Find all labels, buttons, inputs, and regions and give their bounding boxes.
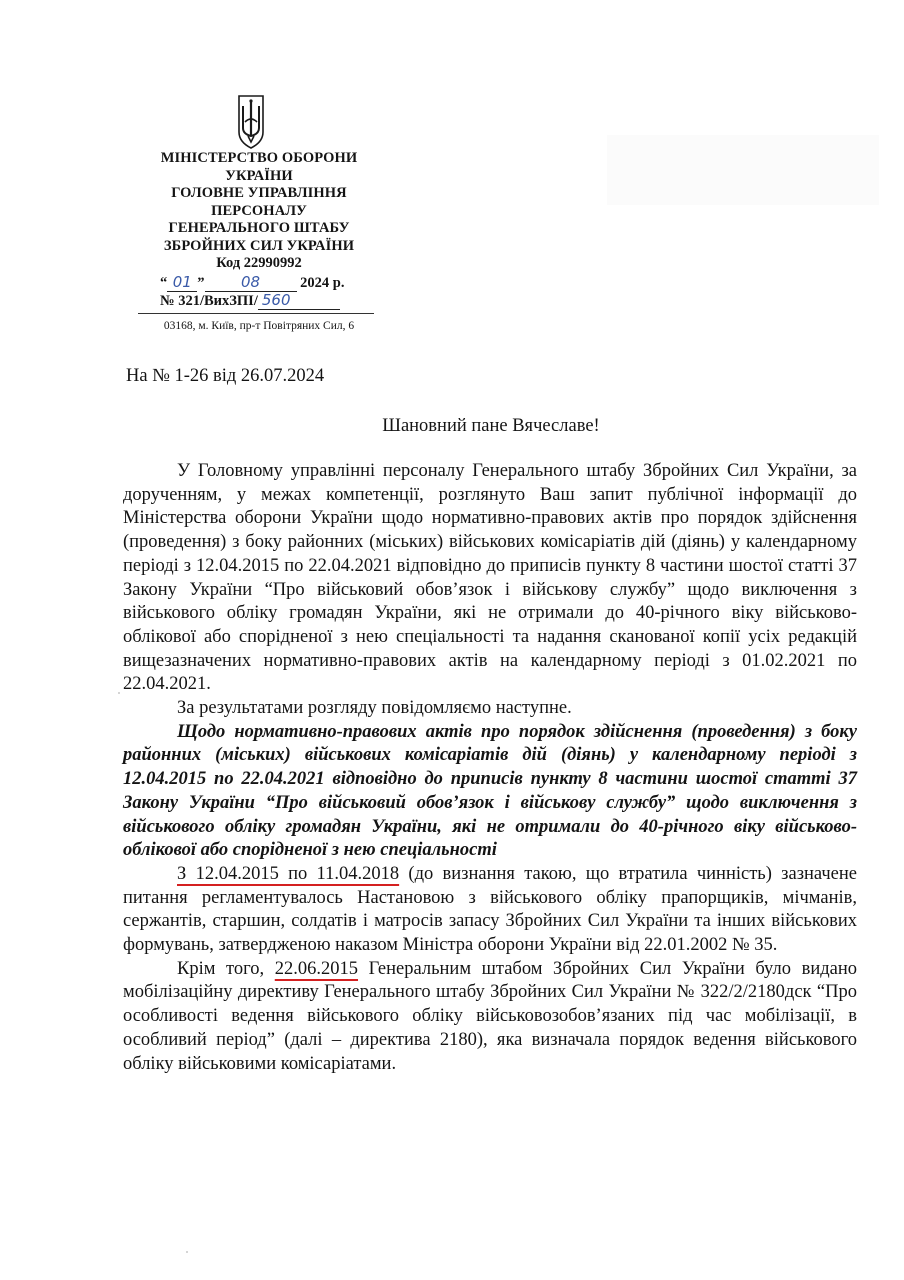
outgoing-number (160, 291, 340, 310)
org-address: 03168, м. Київ, пр-т Повітряних Сил, 6 (163, 320, 355, 332)
paragraph: За результатами розгляду повідомляємо наступне. (177, 698, 572, 719)
org-line: ГОЛОВНЕ УПРАВЛІННЯ (171, 185, 347, 202)
redacted-recipient-area (607, 135, 879, 205)
greeting: Шановний пане Вячеславе! (382, 416, 600, 436)
org-line: УКРАЇНИ (225, 167, 293, 184)
letter-body (123, 460, 857, 1076)
org-code: Код 22990992 (216, 255, 302, 271)
date-year: 2024 р. (300, 275, 345, 291)
scan-speck (118, 692, 120, 694)
paragraph (123, 863, 857, 958)
outgoing-date (160, 273, 344, 292)
date-close-quote: ” (197, 275, 205, 291)
number-handwritten: 560 (258, 291, 340, 310)
date-day-handwritten: 01 (167, 273, 197, 292)
org-line: МІНІСТЕРСТВО ОБОРОНИ (160, 150, 358, 166)
scan-speck (186, 1251, 188, 1253)
org-line: ПЕРСОНАЛУ (211, 202, 307, 219)
reference-line: На № 1-26 від 26.07.2024 (126, 366, 325, 386)
date-month-handwritten: 08 (205, 273, 297, 292)
underlined-date: 22.06.2015 (274, 958, 359, 979)
number-prefix: № 321/ВихЗПІ/ (160, 293, 258, 309)
trident-icon (231, 92, 271, 150)
paragraph (123, 958, 857, 1077)
date-open-quote: “ (160, 275, 168, 291)
underlined-period: З 12.04.2015 по 11.04.2018 (177, 863, 400, 884)
paragraph-text: Генеральним штабом Збройних Сил України було видано мобілізаційну директиву Генерального штабу Збройних Сил України № 322/2/2180дск “Про особливості ведення військового обліку військовозобов’язаних під час мобілізації, в особливий період” (далі – директива 2180), яка визначала порядок ведення військового обліку військовими комісаріатами. (123, 958, 858, 1074)
paragraph-bold-italic: Щодо нормативно-правових актів про порядок здійснення (проведення) з боку районних (міських) військових комісаріатів дій (діянь) у календарному періоді з 12.04.2015 по 22.04.2021 відповідно до приписів пункту 8 частини шостої статті 37 Закону України “Про військовий обов’язок і військову службу” щодо виключення з військового обліку громадян України, які не отримали до 40-річного віку військово-облікової або спорідненої з нею спеціальності (123, 721, 857, 861)
paragraph-text: Крім того, (177, 958, 275, 979)
address-divider (138, 313, 374, 314)
org-line: ГЕНЕРАЛЬНОГО ШТАБУ (168, 220, 350, 237)
paragraph-text: (до визнання такою, що втратила чинність) зазначене питання регламентувалось Настановою з військового обліку прапорщиків, мічманів, сержантів, старшин, солдатів і матросів запасу Збройних Сил України та інших військових формувань, затвердженою наказом Міністра оборони України від 22.01.2002 № 35. (123, 863, 858, 956)
paragraph: У Головному управлінні персоналу Генерального штабу Збройних Сил України, за дорученням, у межах компетенції, розглянуто Ваш запит публічної інформації до Міністерства оборони України щодо нормативно-правових актів про порядок здійснення (проведення) з боку районних (міських) військових комісаріатів дій (діянь) у календарному періоді з 12.04.2015 по 22.04.2021 відповідно до приписів пункту 8 частини шостої статті 37 Закону України “Про військовий обов’язок і військову службу” щодо виключення з військового обліку громадян України, які не отримали до 40-річного віку військово-облікової або спорідненої з нею спеціальності та надання сканованої копії усіх редакцій вищезазначених нормативно-правових актів на календарному періоді з 01.02.2021 по 22.04.2021. (123, 461, 857, 695)
org-line: ЗБРОЙНИХ СИЛ УКРАЇНИ (163, 237, 355, 254)
organization-name (140, 150, 378, 256)
